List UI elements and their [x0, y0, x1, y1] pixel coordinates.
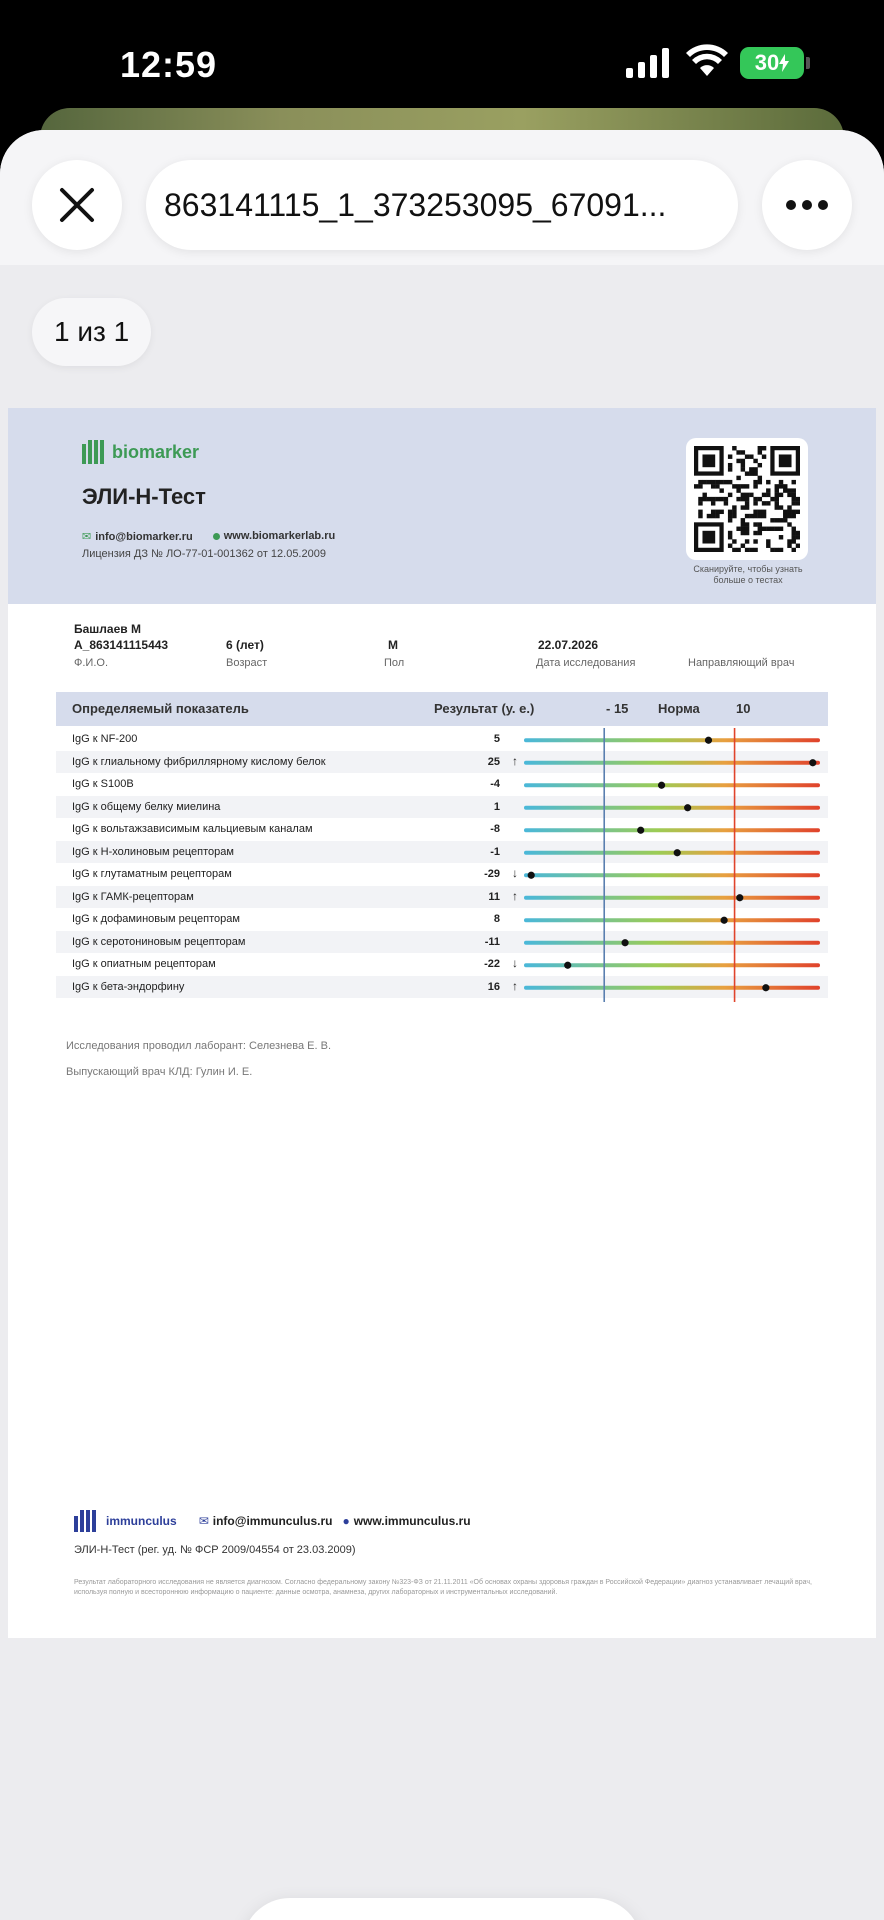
col-indicator: Определяемый показатель [72, 701, 249, 716]
charging-bolt-icon [779, 54, 789, 72]
page-counter: 1 из 1 [32, 298, 151, 366]
close-button[interactable] [32, 160, 122, 250]
label-doctor: Направляющий врач [688, 657, 795, 669]
qr-code [686, 438, 808, 560]
indicator-name: IgG к NF-200 [72, 733, 138, 745]
patient-age: 6 (лет) [226, 638, 264, 652]
result-marker [637, 827, 644, 834]
status-bar [0, 0, 884, 120]
cellular-signal-icon [626, 48, 670, 78]
result-marker [674, 849, 681, 856]
bottom-toolbar [242, 1898, 642, 1920]
indicator-name: IgG к глиальному фибриллярному кислому белок [72, 755, 326, 768]
report-title: ЭЛИ-Н-Тест [82, 484, 206, 509]
footer-brand: immunculus [106, 1514, 177, 1528]
label-sex: Пол [384, 657, 405, 669]
issuing-doctor: Выпускающий врач КЛД: Гулин И. Е. [66, 1066, 253, 1078]
result-marker [621, 939, 628, 946]
footer-email [199, 1514, 333, 1528]
deviation-arrow: ↓ [512, 956, 518, 970]
brand-name: biomarker [112, 441, 200, 462]
result-marker [705, 737, 712, 744]
results-chart [56, 728, 828, 1002]
result-value: -1 [490, 845, 500, 858]
battery-indicator [740, 47, 804, 79]
result-marker [736, 894, 743, 901]
label-age: Возраст [226, 657, 268, 669]
norm-high: 10 [736, 701, 751, 716]
qr-code-image [694, 446, 800, 552]
file-name-field[interactable] [146, 160, 738, 250]
indicator-name: IgG к бета-эндорфину [72, 980, 185, 993]
indicator-name: IgG к общему белку миелина [72, 800, 221, 813]
result-value: -22 [484, 958, 500, 970]
deviation-arrow: ↑ [512, 978, 518, 993]
ellipsis-icon [785, 199, 829, 211]
site-contact [213, 530, 335, 543]
more-options-button[interactable] [762, 160, 852, 250]
biomarker-logo-icon [82, 440, 104, 464]
indicator-name: IgG к серотониновым рецепторам [72, 935, 246, 948]
footer-registration: ЭЛИ-Н-Тест (рег. уд. № ФСР 2009/04554 от 23.03.2009) [74, 1544, 356, 1556]
contacts [82, 530, 335, 543]
result-marker [528, 872, 535, 879]
lab-report-page [8, 408, 876, 1638]
immunculus-logo-icon [74, 1510, 96, 1532]
result-value: 1 [493, 800, 500, 813]
col-result: Результат (у. е.) [434, 701, 535, 716]
deviation-arrow: ↓ [512, 866, 518, 880]
globe-icon [213, 533, 220, 540]
indicator-name: IgG к опиатным рецепторам [72, 958, 216, 970]
indicator-name: IgG к глутаматным рецепторам [72, 868, 232, 880]
result-value: 16 [487, 980, 500, 993]
license-text: Лицензия ДЗ № ЛО-77-01-001362 от 12.05.2009 [82, 548, 326, 560]
norm-low: - 15 [606, 701, 629, 716]
study-date: 22.07.2026 [538, 638, 599, 652]
clock: 12:59 [120, 44, 218, 85]
report-header [8, 408, 876, 604]
qr-caption: Сканируйте, чтобы узнать больше о тестах [693, 564, 803, 585]
result-value: -11 [484, 935, 500, 948]
footer-disclaimer: Результат лабораторного исследования не является диагнозом. Согласно федеральному закону №323-ФЗ от 21.11.2011 «Об основах охраны здоровья граждан в Российской Федерации» диагноз устанавливает лечащий врач, используя полную и всестороннюю информацию о пациенте: данные осмотра, анамнеза, других лабораторных и инструментальных исследований. [74, 1579, 813, 1596]
norm-label: Норма [658, 701, 700, 716]
email-contact [82, 530, 193, 543]
indicator-name: IgG к S100B [72, 778, 134, 790]
result-marker [684, 804, 691, 811]
result-value: -29 [484, 868, 500, 880]
result-marker [721, 917, 728, 924]
result-value: -8 [490, 823, 500, 835]
deviation-arrow: ↑ [512, 888, 518, 903]
battery-level: 30 [754, 50, 780, 75]
footer-contacts [74, 1510, 471, 1532]
wifi-icon [686, 44, 728, 78]
mail-icon: ✉ [82, 531, 92, 543]
biomarker-logo [82, 440, 199, 464]
indicator-name: IgG к ГАМК-рецепторам [72, 890, 194, 903]
result-value: 5 [493, 733, 500, 745]
results-table-header [56, 692, 828, 726]
result-value: 8 [493, 913, 500, 925]
patient-info [74, 622, 814, 682]
close-icon [58, 186, 96, 224]
result-marker [564, 962, 571, 969]
results-table [56, 728, 828, 998]
patient-name: Башлаев М [74, 622, 141, 636]
file-name: 863141115_1_373253095_67091... [164, 186, 667, 223]
deviation-arrow: ↑ [512, 753, 518, 768]
footer-site [342, 1514, 470, 1528]
indicator-name: IgG к дофаминовым рецепторам [72, 913, 240, 925]
patient-id: А_863141115443 [74, 638, 169, 652]
indicator-name: IgG к вольтажзависимым кальциевым каналам [72, 823, 313, 835]
result-marker [809, 759, 816, 766]
result-value: 11 [488, 890, 500, 903]
email-text: info@biomarker.ru [95, 531, 193, 543]
globe-icon: ● [342, 1514, 350, 1528]
indicator-name: IgG к Н-холиновым рецепторам [72, 845, 234, 858]
footer-site-text: www.immunculus.ru [353, 1514, 471, 1528]
label-name: Ф.И.О. [74, 657, 108, 669]
lab-assistant: Исследования проводил лаборант: Селезнева Е. В. [66, 1040, 332, 1052]
document-preview-sheet [0, 130, 884, 1920]
preview-top-bar [0, 130, 884, 265]
label-date: Дата исследования [536, 657, 636, 669]
result-marker [658, 782, 665, 789]
patient-sex: М [388, 638, 398, 652]
result-marker [762, 984, 769, 991]
mail-icon: ✉ [198, 1514, 209, 1528]
result-value: 25 [487, 755, 500, 768]
result-value: -4 [490, 778, 500, 790]
site-text: www.biomarkerlab.ru [223, 530, 336, 542]
footer-email-text: info@immunculus.ru [212, 1514, 333, 1528]
